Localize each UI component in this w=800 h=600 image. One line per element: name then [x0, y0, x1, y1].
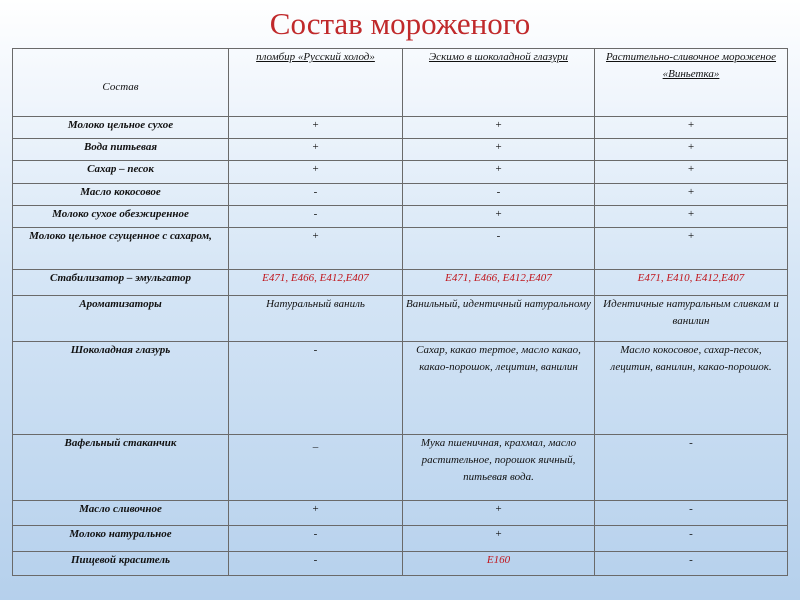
row-label: Ароматизаторы	[13, 295, 229, 342]
row-label: Молоко цельное сгущенное с сахаром,	[13, 228, 229, 270]
table-row	[13, 116, 788, 138]
row-label: Молоко цельное сухое	[13, 116, 229, 138]
row-label: Стабилизатор – эмульгатор	[13, 270, 229, 295]
cell-plombir: Е471, Е466, Е412,Е407	[229, 270, 403, 295]
cell-vinietka: +	[595, 116, 788, 138]
header-eskimo: Эскимо в шоколадной глазури	[403, 49, 595, 117]
table-row	[13, 228, 788, 270]
table-row	[13, 139, 788, 161]
row-label: Сахар – песок	[13, 161, 229, 183]
cell-eskimo: Е160	[403, 551, 595, 575]
cell-vinietka: +	[595, 139, 788, 161]
cell-plombir: +	[229, 161, 403, 183]
row-label: Пищевой краситель	[13, 551, 229, 575]
table-row	[13, 526, 788, 551]
row-label: Масло кокосовое	[13, 183, 229, 205]
cell-eskimo: +	[403, 205, 595, 227]
row-label: Молоко натуральное	[13, 526, 229, 551]
table-row	[13, 342, 788, 435]
cell-eskimo: +	[403, 501, 595, 526]
cell-eskimo: +	[403, 139, 595, 161]
cell-vinietka: +	[595, 228, 788, 270]
table-row	[13, 270, 788, 295]
cell-plombir: -	[229, 526, 403, 551]
table-row	[13, 205, 788, 227]
cell-vinietka: Идентичные натуральным сливкам и ванилин	[595, 295, 788, 342]
cell-eskimo: +	[403, 161, 595, 183]
page-title: Состав мороженого	[269, 6, 531, 41]
table-row	[13, 183, 788, 205]
row-label: Вода питьевая	[13, 139, 229, 161]
table-row	[13, 501, 788, 526]
row-label: Молоко сухое обезжиренное	[13, 205, 229, 227]
table-row	[13, 161, 788, 183]
cell-plombir: -	[229, 342, 403, 435]
cell-eskimo: Сахар, какао тертое, масло какао, какао-порошок, лецитин, ванилин	[403, 342, 595, 435]
table-row	[13, 551, 788, 575]
row-label: Шоколадная глазурь	[13, 342, 229, 435]
cell-vinietka: +	[595, 205, 788, 227]
cell-eskimo: -	[403, 183, 595, 205]
cell-vinietka: Е471, Е410, Е412,Е407	[595, 270, 788, 295]
header-composition: Состав	[13, 49, 229, 117]
cell-vinietka: -	[595, 435, 788, 501]
cell-plombir: +	[229, 116, 403, 138]
table-row	[13, 435, 788, 501]
cell-vinietka: +	[595, 161, 788, 183]
cell-eskimo: Мука пшеничная, крахмал, масло растительное, порошок яичный, питьевая вода.	[403, 435, 595, 501]
table-row	[13, 295, 788, 342]
cell-plombir: -	[229, 205, 403, 227]
cell-eskimo: -	[403, 228, 595, 270]
cell-vinietka: -	[595, 526, 788, 551]
cell-vinietka: -	[595, 501, 788, 526]
cell-vinietka: +	[595, 183, 788, 205]
cell-plombir: -	[229, 183, 403, 205]
cell-plombir: Натуральный ваниль	[229, 295, 403, 342]
cell-vinietka: Масло кокосовое, сахар-песок, лецитин, ванилин, какао-порошок.	[595, 342, 788, 435]
cell-plombir: +	[229, 228, 403, 270]
header-row	[13, 49, 788, 117]
header-plombir: пломбир «Русский холод»	[229, 49, 403, 117]
cell-plombir: -	[229, 551, 403, 575]
ingredients-table	[12, 48, 788, 576]
cell-plombir: +	[229, 139, 403, 161]
cell-plombir: +	[229, 501, 403, 526]
header-vinietka: Растительно-сливочное мороженое «Виньетка»	[595, 49, 788, 117]
cell-eskimo: +	[403, 116, 595, 138]
cell-eskimo: Ванильный, идентичный натуральному	[403, 295, 595, 342]
cell-eskimo: +	[403, 526, 595, 551]
cell-plombir: _	[229, 435, 403, 501]
cell-eskimo: Е471, Е466, Е412,Е407	[403, 270, 595, 295]
row-label: Вафельный стаканчик	[13, 435, 229, 501]
row-label: Масло сливочное	[13, 501, 229, 526]
cell-vinietka: -	[595, 551, 788, 575]
